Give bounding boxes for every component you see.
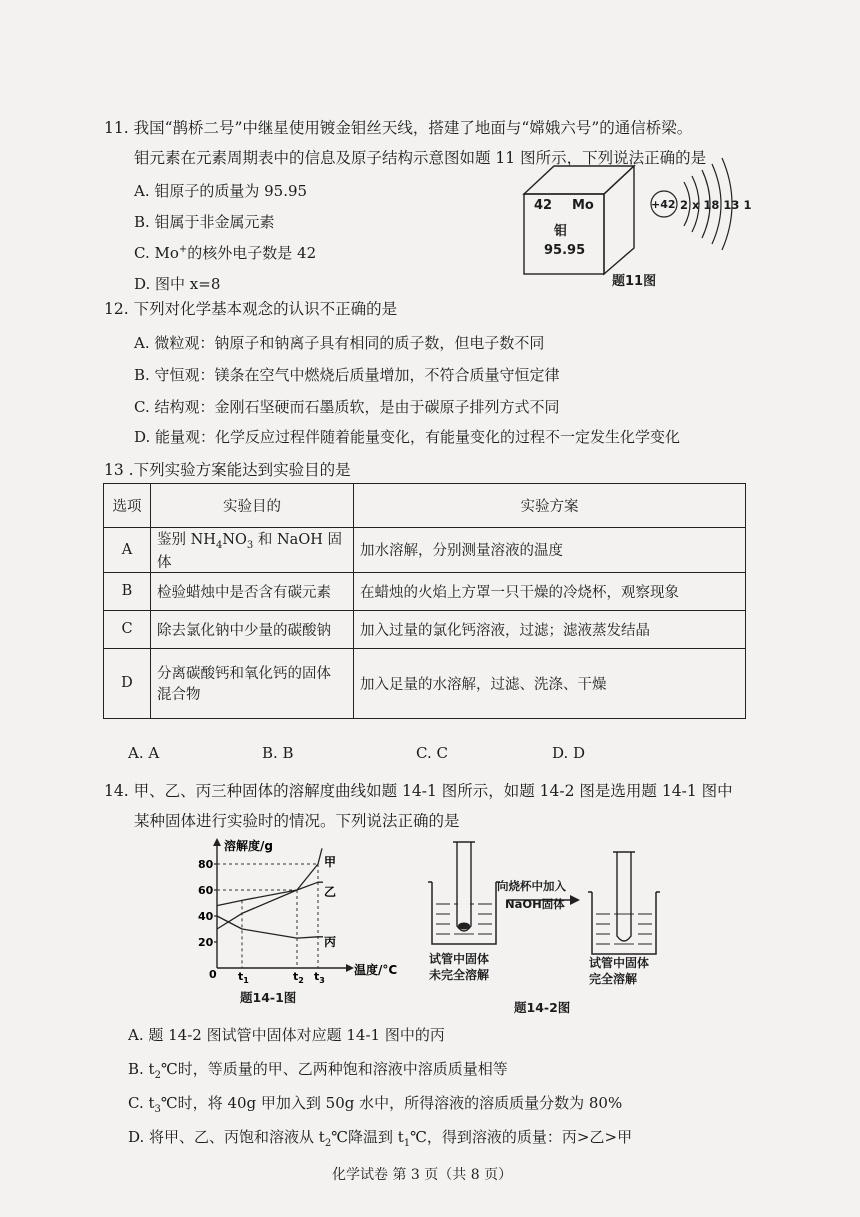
q11-stem-line1: 11. 我国“鹊桥二号”中继星使用镀金钼丝天线，搭建了地面与“嫦娥六号”的通信桥梁。 (104, 119, 693, 137)
q14-stem-line2: 某种固体进行实验时的情况。下列说法正确的是 (134, 812, 460, 830)
row-plan: 在蜡烛的火焰上方罩一只干燥的冷烧杯，观察现象 (354, 572, 746, 610)
row-option: A (104, 528, 151, 573)
q13-answer-b: B. B (262, 744, 294, 762)
q11-atomic-number: 42 (534, 198, 553, 213)
left-test-tube (457, 842, 471, 931)
q14-left-label-1: 试管中固体 (429, 952, 490, 966)
q14-stem-line1: 14. 甲、乙、丙三种固体的溶解度曲线如题 14-1 图所示，如题 14-2 图是选用题 14-1 图中 (104, 782, 733, 800)
q14-solubility-chart (192, 836, 412, 1016)
q14-left-label-2: 未完全溶解 (429, 968, 490, 982)
table-row (104, 610, 746, 648)
undissolved-solid (458, 923, 470, 930)
row-plan: 加入足量的水溶解，过滤、洗涤、干燥 (354, 648, 746, 718)
x-axis-label: 温度/°C (354, 963, 398, 977)
table-row (104, 528, 746, 573)
y-tick-label: 40 (198, 910, 214, 923)
x-tick-label: $t_1$ (238, 970, 249, 985)
y-axis-arrow (213, 838, 221, 846)
q11-stem-line2: 钼元素在元素周期表中的信息及原子结构示意图如题 11 图所示，下列说法正确的是 (134, 149, 707, 167)
y-tick-label: 80 (198, 858, 214, 871)
row-purpose: 检验蜡烛中是否含有碳元素 (151, 572, 354, 610)
y-axis-label: 溶解度/g (224, 839, 273, 853)
q13-stem: 13 .下列实验方案能达到实验目的是 (104, 461, 351, 479)
right-beaker (592, 892, 656, 954)
q11-figure-caption: 题11图 (612, 274, 657, 289)
row-option: C (104, 610, 151, 648)
x-tick-label: $t_3$ (314, 970, 325, 985)
left-beaker (432, 882, 496, 944)
q14-arrow-label-2: NaOH固体 (505, 897, 565, 911)
q13-table (103, 483, 746, 719)
series-label: 乙 (324, 885, 337, 899)
header-option: 选项 (104, 484, 151, 528)
q14-right-label-2: 完全溶解 (589, 972, 638, 986)
y-tick-label: 60 (198, 884, 214, 897)
q14-arrow-label-1: 向烧杯中加入 (497, 879, 566, 893)
q12-option-a: A. 微粒观：钠原子和钠离子具有相同的质子数，但电子数不同 (134, 334, 545, 352)
q11-option-b: B. 钼属于非金属元素 (134, 213, 275, 231)
q11-nucleus-charge: +42 (651, 198, 676, 211)
q12-stem: 12. 下列对化学基本观念的认识不正确的是 (104, 300, 398, 318)
q11-element-symbol: Mo (572, 198, 594, 213)
header-purpose: 实验目的 (151, 484, 354, 528)
row-option: D (104, 648, 151, 718)
q13-answer-d: D. D (552, 744, 586, 762)
x-axis-arrow (346, 964, 354, 972)
q14-fig2-caption: 题14-2图 (514, 1000, 571, 1015)
row-option: B (104, 572, 151, 610)
series-label: 甲 (324, 855, 337, 869)
q12-option-c: C. 结构观：金刚石坚硬而石墨质软，是由于碳原子排列方式不同 (134, 398, 560, 416)
row-purpose: 鉴别 $NH_4NO_3$ 和 NaOH 固体 (151, 528, 354, 573)
q11-option-a: A. 钼原子的质量为 95.95 (134, 182, 308, 200)
table-row (104, 648, 746, 718)
table-row (104, 572, 746, 610)
q13-answer-a: A. A (128, 744, 160, 762)
q13-answer-c: C. C (416, 744, 448, 762)
y-tick-label: 20 (198, 936, 214, 949)
row-purpose: 分离碳酸钙和氧化钙的固体 混合物 (151, 648, 354, 718)
q14-right-label-1: 试管中固体 (589, 956, 650, 970)
table-header-row (104, 484, 746, 528)
q14-fig1-caption: 题14-1图 (240, 990, 297, 1005)
q14-option-b: B. $t_2℃$时，等质量的甲、乙两种饱和溶液中溶质质量相等 (128, 1060, 508, 1081)
row-plan: 加水溶解，分别测量溶液的温度 (354, 528, 746, 573)
q11-option-d: D. 图中 x=8 (134, 275, 221, 293)
q14-option-d: D. 将甲、乙、丙饱和溶液从 $t_2℃$降温到 $t_1℃$，得到溶液的质量：丙>乙>甲 (128, 1128, 633, 1149)
q12-option-d: D. 能量观：化学反应过程伴随着能量变化，有能量变化的过程不一定发生化学变化 (134, 428, 681, 446)
row-purpose: 除去氯化钠中少量的碳酸钠 (151, 610, 354, 648)
header-plan: 实验方案 (354, 484, 746, 528)
q14-option-c: C. $t_3℃$时，将 40g 甲加入到 50g 水中，所得溶液的溶质质量分数为 80% (128, 1094, 623, 1115)
q11-element-name: 钼 (554, 224, 568, 239)
q14-option-a: A. 题 14-2 图试管中固体对应题 14-1 图中的丙 (128, 1026, 445, 1044)
x-tick-label: $t_2$ (293, 970, 304, 985)
page-footer: 化学试卷 第 3 页（共 8 页） (332, 1167, 513, 1183)
series-label: 丙 (324, 935, 337, 949)
q12-option-b: B. 守恒观：镁条在空气中燃烧后质量增加，不符合质量守恒定律 (134, 366, 560, 384)
row-plan: 加入过量的氯化钙溶液，过滤；滤液蒸发结晶 (354, 610, 746, 648)
origin-label: 0 (209, 968, 217, 981)
right-test-tube (617, 852, 631, 941)
q11-electron-shells: 2 x 18 13 1 (680, 198, 752, 212)
q11-option-c: C. Mo+的核外电子数是 42 (134, 244, 317, 262)
series-line-1 (217, 848, 322, 929)
q11-atomic-mass: 95.95 (544, 243, 586, 258)
q11-figure (516, 156, 756, 286)
